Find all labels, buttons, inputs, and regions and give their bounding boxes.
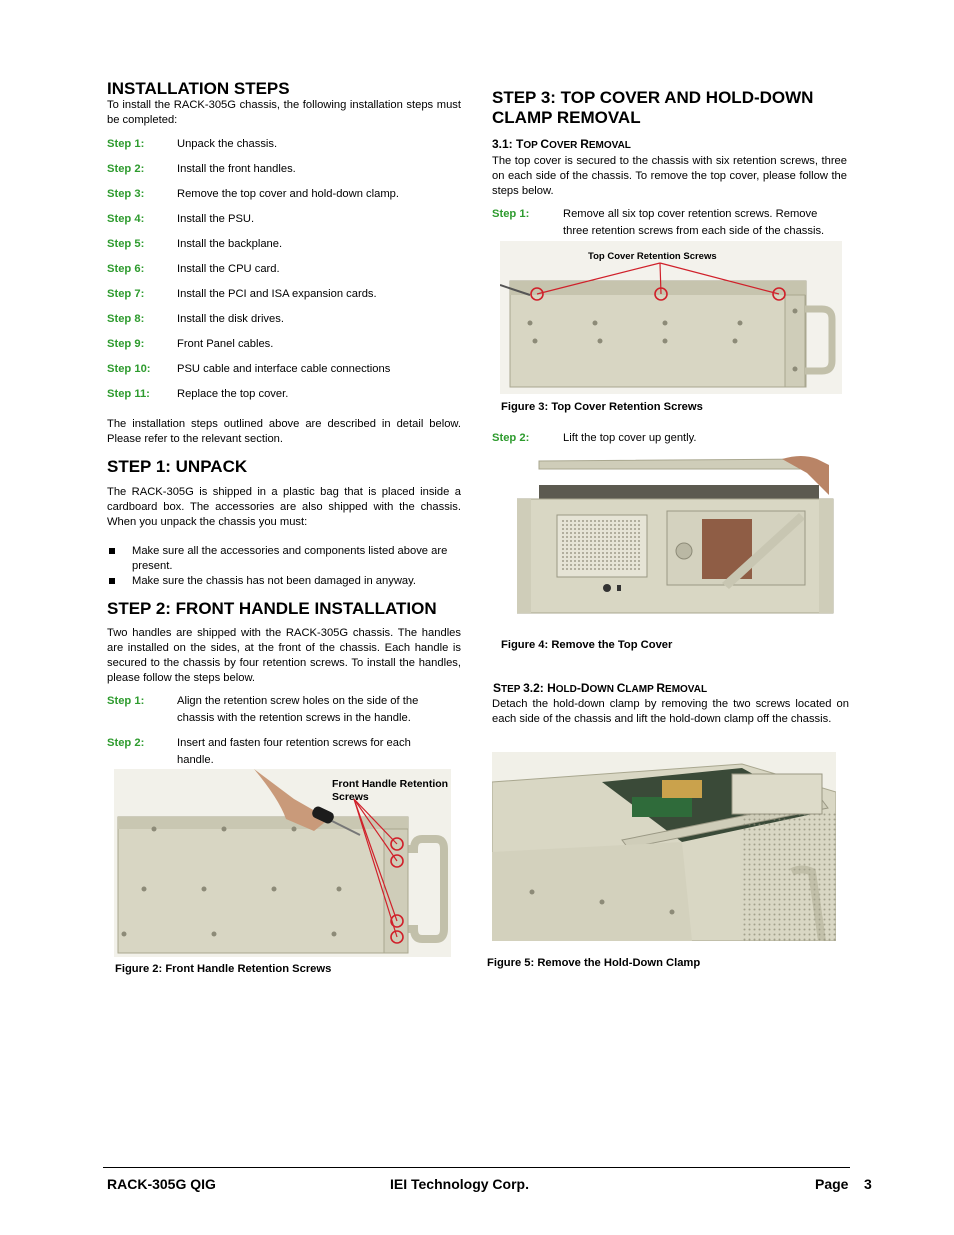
handle-text: Two handles are shipped with the RACK-305G chassis. The handles are installed on the sides, at the front of the chassis. Each handle is secured to the chassis by four retention screws. To install the handles, please follow the steps below. — [107, 627, 461, 684]
installation-step-item: Step 4: Install the PSU. — [107, 213, 255, 225]
figure-2-caption: Figure 2: Front Handle Retention Screws — [115, 963, 332, 975]
handle-step-1: Step 1: Align the retention screw holes on the side of the chassis with the retention screws in the handle. — [107, 695, 419, 724]
installation-outro: The installation steps outlined above are described in detail below. Please refer to the relevant section. — [107, 418, 461, 445]
step1-unpack-heading: STEP 1: UNPACK — [107, 457, 248, 476]
chassis-interior-image — [492, 752, 836, 941]
subsection-3-2-heading: STEP 3.2: HOLD-DOWN CLAMP REMOVAL — [493, 681, 708, 695]
handle-step-2: Step 2: Insert and fasten four retention screws for each handle. — [107, 737, 411, 766]
figure-4-caption: Figure 4: Remove the Top Cover — [501, 639, 673, 651]
top-cover-step-1: Step 1: Remove all six top cover retention screws. Remove three retention screws from each side of the chassis. — [492, 208, 825, 237]
installation-step-item: Step 11: Replace the top cover. — [107, 388, 289, 400]
top-cover-step-2: Step 2: Lift the top cover up gently. — [492, 432, 697, 444]
figure-3-top-cover-screws — [500, 241, 842, 394]
footer-divider — [103, 1167, 850, 1168]
installation-step-item: Step 6: Install the CPU card. — [107, 263, 280, 275]
figure-4-remove-top-cover — [517, 455, 835, 615]
chassis-front-image — [517, 455, 835, 615]
figure-5-remove-hold-down-clamp — [492, 752, 836, 941]
clamp-text: Detach the hold-down clamp by removing the two screws located on each side of the chassis and lift the hold-down clamp off the chassis. — [492, 698, 849, 725]
fig3-callout-label: Top Cover Retention Screws — [588, 251, 717, 262]
installation-step-item: Step 3: Remove the top cover and hold-down clamp. — [107, 188, 400, 200]
installation-step-item: Step 10: PSU cable and interface cable connections — [107, 363, 391, 375]
chassis-top-cover-image — [500, 241, 842, 394]
fig2-callout-label: Front Handle Retention Screws — [332, 778, 449, 803]
installation-step-item: Step 2: Install the front handles. — [107, 163, 296, 175]
step2-front-handle-heading: STEP 2: FRONT HANDLE INSTALLATION — [107, 599, 437, 618]
subsection-3-1-heading: 3.1: TOP COVER REMOVAL — [492, 137, 631, 151]
bullet-square-icon — [109, 548, 115, 554]
installation-step-item: Step 7: Install the PCI and ISA expansion cards. — [107, 288, 377, 300]
unpack-text: The RACK-305G is shipped in a plastic bag that is placed inside a cardboard box. The accessories are also shipped with the chassis. When you unpack the chassis you must: — [107, 486, 461, 528]
footer-page-number: 3 — [864, 1176, 872, 1192]
figure-2-front-handle-screws — [114, 769, 451, 957]
installation-intro: To install the RACK-305G chassis, the following installation steps must be completed: — [107, 99, 461, 126]
bullet-square-icon — [109, 578, 115, 584]
installation-steps-heading: INSTALLATION STEPS — [107, 79, 290, 98]
step3-top-cover-heading: STEP 3: TOP COVER AND HOLD-DOWN CLAMP REMOVAL — [492, 88, 814, 127]
footer-company: IEI Technology Corp. — [390, 1176, 529, 1192]
figure-3-caption: Figure 3: Top Cover Retention Screws — [501, 401, 703, 413]
footer-page-label: Page — [815, 1176, 849, 1192]
figure-5-caption: Figure 5: Remove the Hold-Down Clamp — [487, 957, 701, 969]
installation-step-item: Step 9: Front Panel cables. — [107, 338, 274, 350]
installation-step-item: Step 5: Install the backplane. — [107, 238, 283, 250]
top-cover-text: The top cover is secured to the chassis with six retention screws, three on each side of the chassis. To remove the top cover, please follow the steps below. — [492, 155, 847, 197]
installation-step-item: Step 8: Install the disk drives. — [107, 313, 284, 325]
footer-document-name: RACK-305G QIG — [107, 1176, 216, 1192]
installation-step-item: Step 1: Unpack the chassis. — [107, 138, 278, 150]
unpack-bullet: Make sure the chassis has not been damaged in anyway. — [109, 574, 463, 589]
unpack-bullet: Make sure all the accessories and components listed above are present. — [109, 544, 463, 574]
